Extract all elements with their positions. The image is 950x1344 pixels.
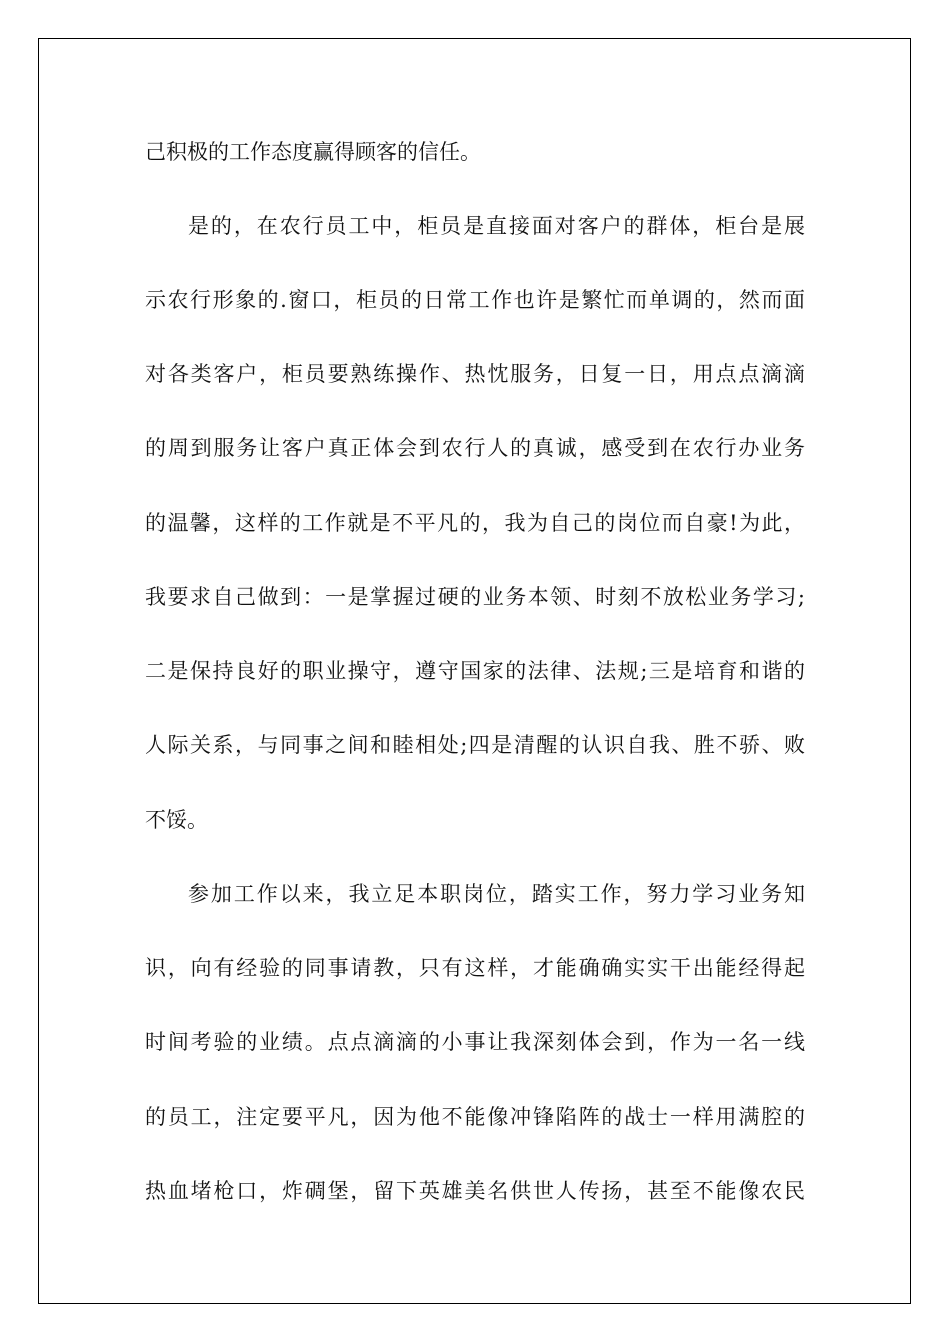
text-line: 时间考验的业绩。点点滴滴的小事让我深刻体会到，作为一名一线	[145, 1030, 805, 1054]
paragraph-first-line: 是的，在农行员工中，柜员是直接面对客户的群体，柜台是展	[188, 214, 805, 238]
text-line: 对各类客户，柜员要熟练操作、热忱服务，日复一日，用点点滴滴	[145, 362, 805, 386]
text-line: 人际关系，与同事之间和睦相处;四是清醒的认识自我、胜不骄、败	[145, 733, 805, 757]
text-line: 我要求自己做到：一是掌握过硬的业务本领、时刻不放松业务学习;	[145, 585, 805, 609]
text-line: 的员工，注定要平凡，因为他不能像冲锋陷阵的战士一样用满腔的	[145, 1105, 805, 1129]
text-line: 的周到服务让客户真正体会到农行人的真诚，感受到在农行办业务	[145, 436, 805, 460]
text-line: 热血堵枪口，炸碉堡，留下英雄美名供世人传扬，甚至不能像农民	[145, 1179, 805, 1203]
text-line: 的温馨，这样的工作就是不平凡的，我为自己的岗位而自豪!为此，	[145, 511, 805, 535]
text-line: 二是保持良好的职业操守，遵守国家的法律、法规;三是培育和谐的	[145, 659, 805, 683]
text-line: 示农行形象的.窗口，柜员的日常工作也许是繁忙而单调的，然而面	[145, 288, 805, 312]
paragraph-first-line: 参加工作以来，我立足本职岗位，踏实工作，努力学习业务知	[188, 882, 805, 906]
text-line: 己积极的工作态度赢得顾客的信任。	[145, 140, 481, 164]
text-line: 不馁。	[145, 808, 208, 832]
text-line: 识，向有经验的同事请教，只有这样，才能确确实实干出能经得起	[145, 956, 805, 980]
